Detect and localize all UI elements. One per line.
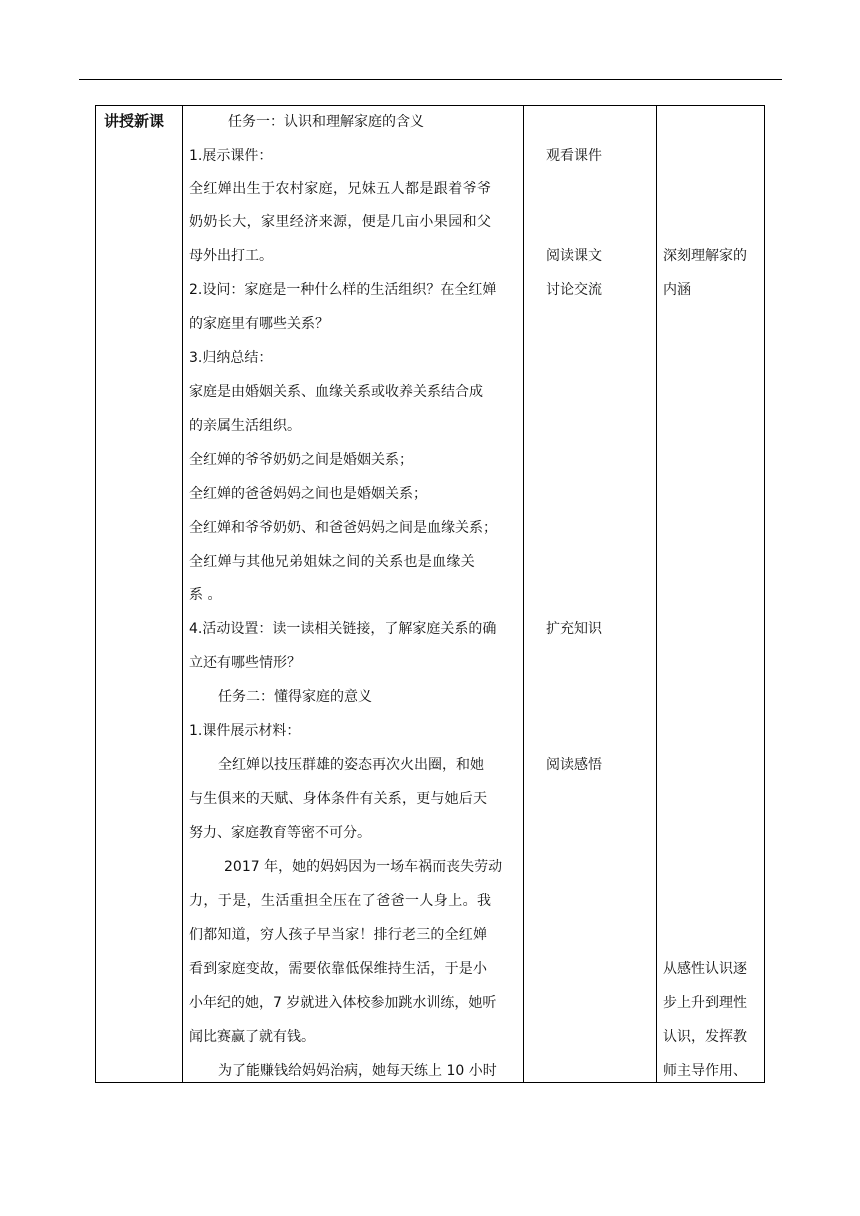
content-line: 4.活动设置：读一读相关链接，了解家庭关系的确 <box>189 621 497 637</box>
student-activity: 阅读感悟 <box>546 757 602 773</box>
content-line: 家庭是由婚姻关系、血缘关系或收养关系结合成 <box>189 384 483 400</box>
content-line: 系 。 <box>189 587 222 603</box>
design-intent-line: 认识，发挥教 <box>663 1029 747 1045</box>
content-line: 努力、家庭教育等密不可分。 <box>189 825 371 841</box>
content-line: 奶奶长大，家里经济来源，便是几亩小果园和父 <box>189 214 492 230</box>
student-activity: 讨论交流 <box>546 282 602 298</box>
content-line: 全红婵的爷爷奶奶之间是婚姻关系； <box>189 452 413 468</box>
content-line: 立还有哪些情形？ <box>189 655 301 671</box>
content-line: 全红婵出生于农村家庭，兄妹五人都是跟着爷爷 <box>189 181 492 197</box>
student-activity: 扩充知识 <box>546 621 602 637</box>
content-line: 小年纪的她，7 岁就进入体校参加跳水训练，她听 <box>189 995 497 1011</box>
content-line: 闻比赛赢了就有钱。 <box>189 1029 315 1045</box>
column-divider <box>656 106 657 1082</box>
content-line: 3.归纳总结： <box>189 350 273 366</box>
task-1-heading: 任务一：认识和理解家庭的含义 <box>228 114 424 130</box>
content-line: 1.展示课件： <box>189 148 273 164</box>
task-2-heading: 任务二：懂得家庭的意义 <box>218 689 372 705</box>
header-rule <box>79 79 782 80</box>
section-label: 讲授新课 <box>104 112 165 130</box>
content-line: 2017 年，她的妈妈因为一场车祸而丧失劳动 <box>224 859 503 875</box>
content-line: 看到家庭变故，需要依靠低保维持生活，于是小 <box>189 961 488 977</box>
content-line: 1.课件展示材料： <box>189 723 301 739</box>
content-line: 全红婵与其他兄弟姐妹之间的关系也是血缘关 <box>189 554 475 570</box>
design-intent-line: 从感性认识逐 <box>663 961 747 977</box>
content-line: 的亲属生活组织。 <box>189 418 301 434</box>
content-line: 为了能赚钱给妈妈治病，她每天练上 10 小时 <box>218 1063 497 1079</box>
content-line: 全红婵和爷爷奶奶、和爸爸妈妈之间是血缘关系； <box>189 520 497 536</box>
content-line: 们都知道，穷人孩子早当家！排行老三的全红婵 <box>189 927 488 943</box>
design-intent-line: 步上升到理性 <box>663 995 747 1011</box>
column-divider <box>182 106 183 1082</box>
content-line: 2.设问：家庭是一种什么样的生活组织？在全红婵 <box>189 282 497 298</box>
content-line: 母外出打工。 <box>189 248 273 264</box>
content-line: 全红婵的爸爸妈妈之间也是婚姻关系； <box>189 486 427 502</box>
content-line: 全红婵以技压群雄的姿态再次火出圈，和她 <box>218 757 484 773</box>
content-line: 的家庭里有哪些关系？ <box>189 316 329 332</box>
design-intent-line: 深刻理解家的 <box>663 248 747 264</box>
column-divider <box>523 106 524 1082</box>
design-intent-line: 内涵 <box>663 282 691 298</box>
student-activity: 观看课件 <box>546 148 602 164</box>
content-line: 与生俱来的天赋、身体条件有关系，更与她后天 <box>189 791 488 807</box>
content-line: 力，于是，生活重担全压在了爸爸一人身上。我 <box>189 893 492 909</box>
design-intent-line: 师主导作用、 <box>663 1063 747 1079</box>
student-activity: 阅读课文 <box>546 248 602 264</box>
